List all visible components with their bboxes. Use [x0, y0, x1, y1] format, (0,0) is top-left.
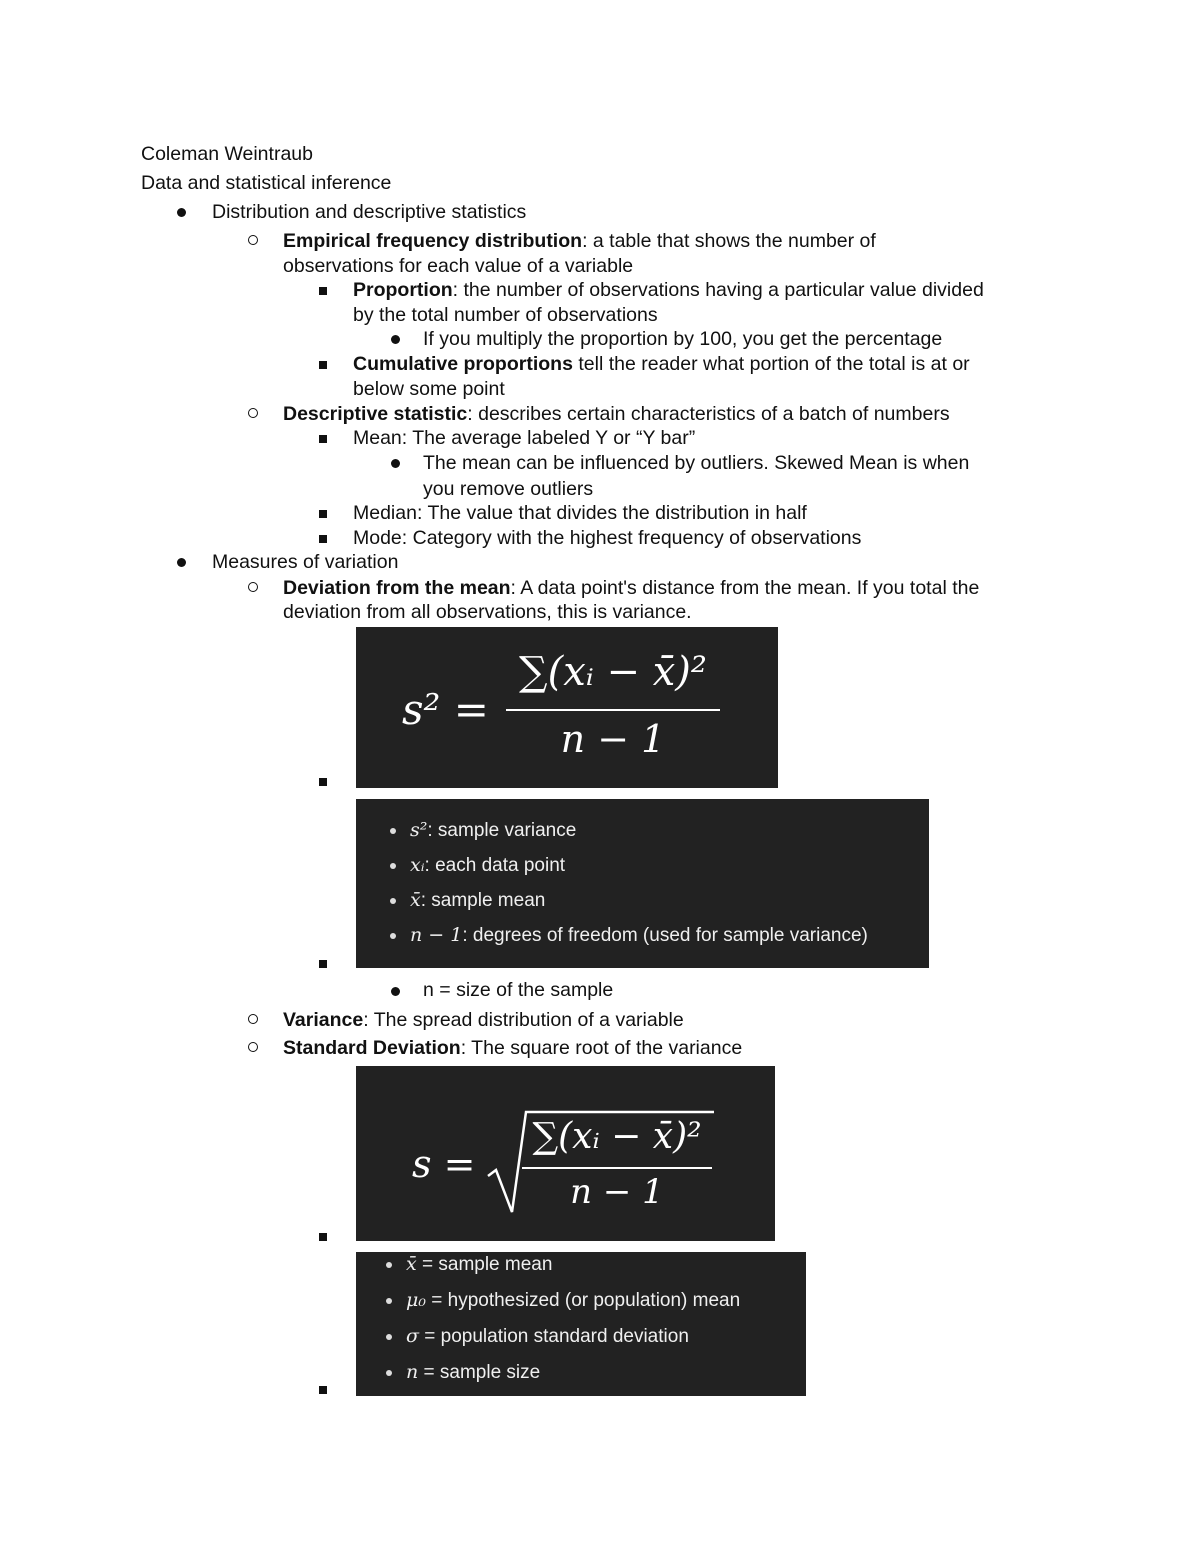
bullet-square	[319, 535, 327, 543]
legend-symbol: n	[406, 1361, 419, 1383]
bullet-disc	[391, 987, 400, 996]
cumulative-line-2: below some point	[353, 378, 505, 400]
legend-symbol: x̄	[410, 889, 421, 911]
sd-lhs: s =	[412, 1142, 476, 1186]
deviation-def: : A data point's distance from the mean. If you total the	[510, 577, 980, 599]
mean-line: Mean: The average labeled Y or “Y bar”	[353, 427, 696, 449]
legend-item	[390, 889, 545, 912]
proportion-def: : the number of observations having a particular value divided	[452, 279, 984, 301]
proportion-term: Proportion	[353, 279, 453, 301]
legend-item	[386, 1253, 552, 1276]
bullet-square	[319, 1233, 327, 1241]
bullet-disc	[177, 208, 186, 217]
legend-text: = hypothesized (or population) mean	[425, 1290, 741, 1311]
legend-item	[390, 819, 576, 842]
legend-item	[386, 1289, 740, 1312]
proportion-note: If you multiply the proportion by 100, you get the percentage	[423, 328, 943, 350]
legend-symbol: n − 1	[410, 924, 463, 946]
fraction-bar	[522, 1167, 712, 1169]
variance-term: Variance	[283, 1009, 364, 1031]
deviation-line-2: deviation from all observations, this is variance.	[283, 601, 692, 623]
legend-dot	[390, 933, 396, 939]
descriptive-def: : describes certain characteristics of a batch of numbers	[467, 403, 950, 425]
legend-dot	[386, 1262, 392, 1268]
mode-line: Mode: Category with the highest frequency of observations	[353, 527, 862, 549]
doc-title: Data and statistical inference	[141, 172, 392, 194]
legend-text: : sample mean	[420, 890, 546, 911]
bullet-disc	[177, 558, 186, 567]
cumulative-def: tell the reader what portion of the total is at or	[572, 353, 970, 375]
proportion-line-2: by the total number of observations	[353, 304, 658, 326]
bullet-square	[319, 778, 327, 786]
section-variation: Measures of variation	[212, 551, 399, 573]
mean-note-1: The mean can be influenced by outliers. Skewed Mean is when	[423, 452, 970, 474]
bullet-square	[319, 1386, 327, 1394]
sample-size-note: n = size of the sample	[423, 979, 614, 1001]
deviation-term: Deviation from the mean	[283, 577, 511, 599]
legend-text: : degrees of freedom (used for sample variance)	[462, 925, 868, 946]
mean-note-2: you remove outliers	[423, 478, 594, 500]
bullet-circle	[248, 408, 258, 418]
legend-symbol: μ₀	[406, 1289, 426, 1311]
median-line: Median: The value that divides the distribution in half	[353, 502, 807, 524]
fraction-bar	[506, 709, 720, 711]
legend-item	[386, 1361, 540, 1384]
variance-formula-image	[356, 627, 778, 788]
bullet-circle	[248, 1014, 258, 1024]
efd-line-2: observations for each value of a variable	[283, 255, 634, 277]
proportion-line-1	[353, 278, 984, 302]
bullet-square	[319, 361, 327, 369]
efd-def: : a table that shows the number of	[582, 230, 876, 252]
bullet-square	[319, 287, 327, 295]
variance-line	[283, 1008, 684, 1032]
legend-text: : sample variance	[427, 820, 577, 841]
bullet-disc	[391, 335, 400, 344]
sd-term: Standard Deviation	[283, 1037, 461, 1059]
legend-dot	[390, 898, 396, 904]
legend-text: = population standard deviation	[418, 1326, 689, 1347]
bullet-circle	[248, 1042, 258, 1052]
legend-item	[390, 854, 565, 877]
efd-line-1	[283, 229, 876, 253]
section-distribution: Distribution and descriptive statistics	[212, 201, 527, 223]
bullet-disc	[391, 459, 400, 468]
bullet-circle	[248, 582, 258, 592]
legend-dot	[390, 828, 396, 834]
legend-text: : each data point	[424, 855, 566, 876]
variance-legend-image	[356, 799, 929, 968]
legend-item	[386, 1325, 689, 1348]
sd-line	[283, 1036, 742, 1060]
bullet-square	[319, 960, 327, 968]
bullet-square	[319, 435, 327, 443]
legend-item	[390, 924, 868, 947]
variance-denominator: n − 1	[560, 717, 666, 761]
legend-dot	[386, 1334, 392, 1340]
legend-symbol: s²	[410, 819, 428, 841]
legend-text: = sample mean	[416, 1254, 553, 1275]
bullet-square	[319, 510, 327, 518]
test-legend-image	[356, 1252, 806, 1396]
descriptive-line	[283, 402, 950, 426]
variance-numerator: ∑(xᵢ − x̄)²	[519, 649, 707, 695]
legend-dot	[386, 1370, 392, 1376]
legend-dot	[390, 863, 396, 869]
sd-denominator: n − 1	[570, 1172, 664, 1212]
cumulative-term: Cumulative proportions	[353, 353, 573, 375]
efd-term: Empirical frequency distribution	[283, 230, 583, 252]
variance-def: : The spread distribution of a variable	[363, 1009, 684, 1031]
descriptive-term: Descriptive statistic	[283, 403, 468, 425]
bullet-circle	[248, 235, 258, 245]
legend-symbol: xᵢ	[410, 854, 425, 876]
author-name: Coleman Weintraub	[141, 143, 313, 165]
sd-def: : The square root of the variance	[460, 1037, 743, 1059]
legend-symbol: x̄	[406, 1253, 417, 1275]
legend-dot	[386, 1298, 392, 1304]
variance-lhs: s² =	[402, 685, 489, 734]
cumulative-line-1	[353, 352, 970, 376]
sd-numerator: ∑(xᵢ − x̄)²	[532, 1116, 702, 1157]
sd-formula-image	[356, 1066, 775, 1241]
deviation-line-1	[283, 576, 979, 600]
legend-text: = sample size	[418, 1362, 541, 1383]
legend-symbol: σ	[406, 1325, 419, 1347]
